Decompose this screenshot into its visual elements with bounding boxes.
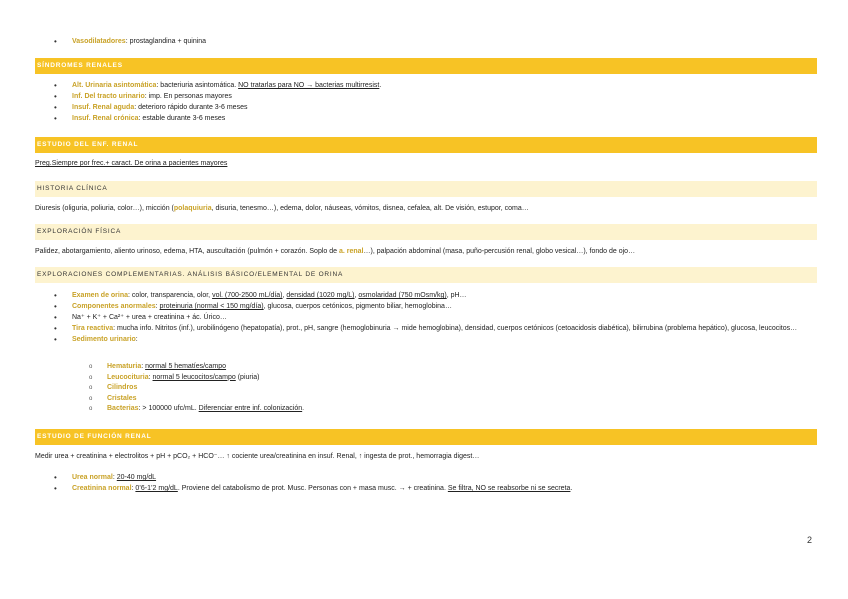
item-label: Vasodilatadores xyxy=(72,38,126,45)
funcion-text: Medir urea + creatinina + electrolitos + pH + pCO₂ + HCO⁻… ↑ cociente urea/creatinina en insuf. Renal, ↑ ingesta de prot., hemorragia digest… xyxy=(35,453,480,460)
exploracion-text: Palidez, abotargamiento, aliento urinoso, edema, HTA, auscultación (pulmón + corazón. Soplo de a. renal…), palpación abdominal (masa, puño-percusión renal, globo vesical…), fondo de ojo… xyxy=(35,248,636,255)
list-item: • Examen de orina: color, transparencia, olor, vol. (700-2500 mL/día), densidad (1020 mg/L), osmolaridad (750 mOsm/kg), pH… xyxy=(35,290,817,301)
subsection-header-complementarias: EXPLORACIONES COMPLEMENTARIAS. ANÁLISIS BÁSICO/ELEMENTAL DE ORINA xyxy=(35,267,817,283)
intro-list xyxy=(35,36,817,47)
list-item: o Hematuria: normal 5 hematíes/campo xyxy=(35,362,817,373)
section-header-sindromes: SÍNDROMES RENALES xyxy=(35,58,817,74)
subsection-header-historia: HISTORIA CLÍNICA xyxy=(35,181,817,197)
list-item: o Cristales xyxy=(35,394,817,405)
list-item: • Componentes anormales: proteinuria (normal < 150 mg/día), glucosa, cuerpos cetónicos, pigmento biliar, hemoglobina… xyxy=(35,301,817,312)
list-item: • Inf. Del tracto urinario: imp. En personas mayores xyxy=(35,91,817,102)
list-item: • Sedimento urinario: xyxy=(35,334,817,345)
list-item: • Insuf. Renal crónica: estable durante 3-6 meses xyxy=(35,113,817,124)
historia-text: Diuresis (oliguria, poliuria, color…), micción (polaquiuria, disuria, tenesmo…), edema, dolor, náuseas, vómitos, disnea, cefalea, alt. De visión, estupor, coma… xyxy=(35,205,529,212)
section-header-funcion: ESTUDIO DE FUNCIÓN RENAL xyxy=(35,429,817,445)
sedimento-list xyxy=(35,362,817,415)
complementarias-list xyxy=(35,290,817,345)
list-item: • Urea normal: 20-40 mg/dL xyxy=(35,472,817,483)
list-item: • Insuf. Renal aguda: deterioro rápido durante 3-6 meses xyxy=(35,102,817,113)
list-item: o Cilindros xyxy=(35,383,817,394)
section-header-estudio-enf: ESTUDIO DEL ENF. RENAL xyxy=(35,137,817,153)
list-item: • Tira reactiva: mucha info. Nitritos (inf.), urobilinógeno (hepatopatía), prot., pH, sangre (hemoglobinuria → mide hemoglobina), densidad, cuerpos cetónicos (cetoacidosis diabética), bilirrubina (problema hepático), glucosa, leucocitos… xyxy=(35,323,817,334)
list-item: • Vasodilatadores: prostaglandina + quinina xyxy=(35,36,817,47)
list-item: • Creatinina normal: 0’6-1’2 mg/dL. Proviene del catabolismo de prot. Musc. Personas con + masa musc. → + creatinina. Se filtra, NO se reabsorbe ni se secreta. xyxy=(35,483,817,494)
list-item: o Bacterias: > 100000 ufc/mL. Diferenciar entre inf. colonización. xyxy=(35,404,817,415)
estudio-enf-subtitle: Preg.Siempre por frec.+ caract. De orina a pacientes mayores xyxy=(35,160,228,167)
list-item: o Leucocituria: normal 5 leucocitos/campo (piuria) xyxy=(35,373,817,384)
page-number: 2 xyxy=(806,535,812,545)
list-item: • Na⁺ + K⁺ + Ca²⁺ + urea + creatinina + ác. Úrico… xyxy=(35,312,817,323)
subsection-header-exploracion: EXPLORACIÓN FÍSICA xyxy=(35,224,817,240)
funcion-list xyxy=(35,472,817,494)
list-item: • Alt. Urinaria asintomática: bacteriuria asintomática. NO tratarlas para NO → bacterias multirresist. xyxy=(35,80,817,91)
sindromes-list xyxy=(35,80,817,124)
